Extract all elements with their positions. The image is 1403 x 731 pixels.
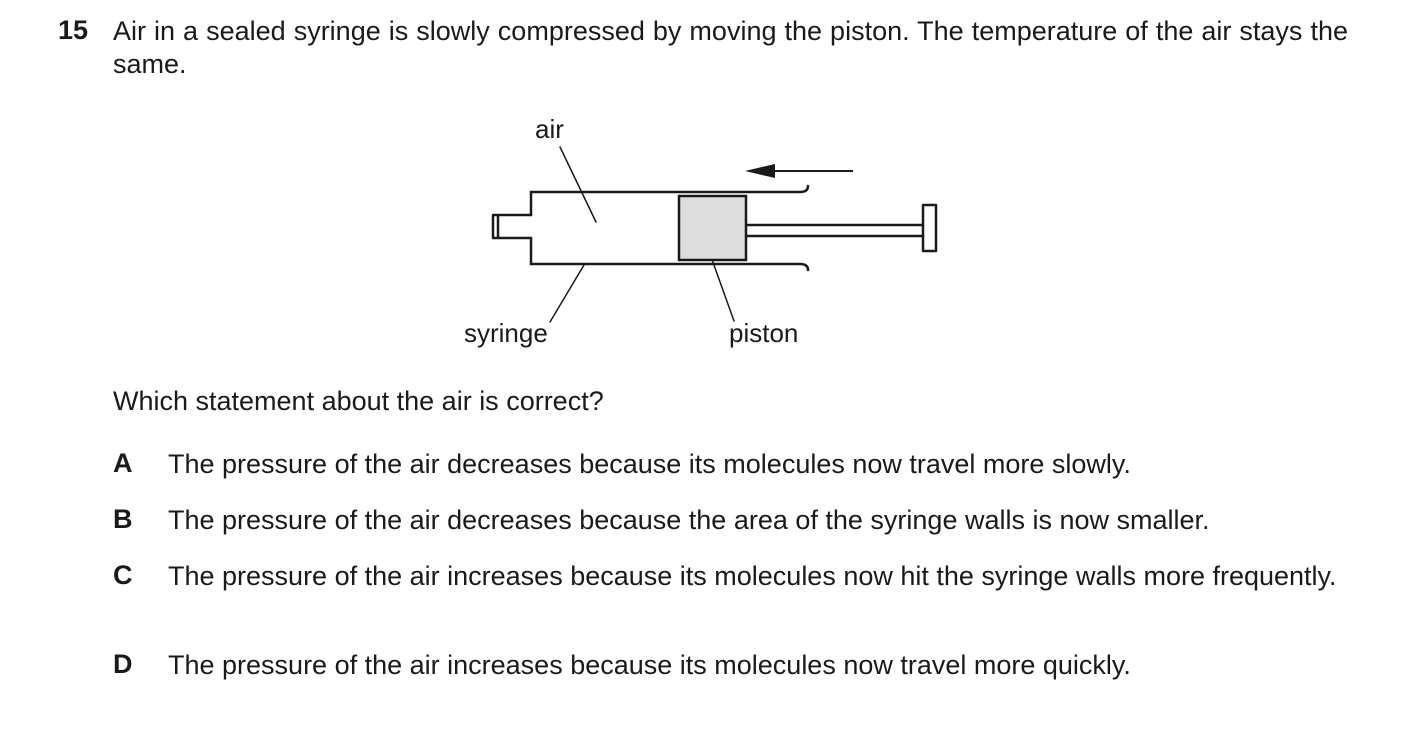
syringe-barrel-top-wall: [531, 186, 808, 192]
piston: [679, 196, 746, 260]
option-d-letter: D: [113, 649, 133, 679]
option-a-letter: A: [113, 448, 133, 478]
direction-arrow-head: [745, 164, 775, 178]
plunger-handle: [923, 205, 936, 251]
option-c-text: The pressure of the air increases because its molecules now hit the syringe walls more frequently.: [168, 561, 1337, 591]
air-leader-line: [560, 147, 596, 222]
option-d-text: The pressure of the air increases because its molecules now travel more quickly.: [168, 650, 1131, 680]
syringe-label: syringe: [464, 318, 548, 348]
option-b-letter: B: [113, 504, 133, 534]
question-stem: Air in a sealed syringe is slowly compressed by moving the piston. The temperature of the air stays the same.: [113, 16, 1348, 79]
syringe-nozzle: [493, 215, 531, 238]
plunger-rod: [746, 225, 923, 236]
syringe-barrel-bottom-wall: [531, 264, 808, 270]
air-label: air: [535, 114, 564, 144]
piston-label: piston: [729, 318, 799, 348]
option-a-text: The pressure of the air decreases because its molecules now travel more slowly.: [168, 449, 1131, 479]
question-number: 15: [58, 15, 89, 45]
option-b-text: The pressure of the air decreases because the area of the syringe walls is now smaller.: [168, 505, 1210, 535]
syringe-leader-line: [550, 265, 584, 322]
question-prompt: Which statement about the air is correct?: [113, 386, 604, 416]
option-c-letter: C: [113, 560, 133, 590]
